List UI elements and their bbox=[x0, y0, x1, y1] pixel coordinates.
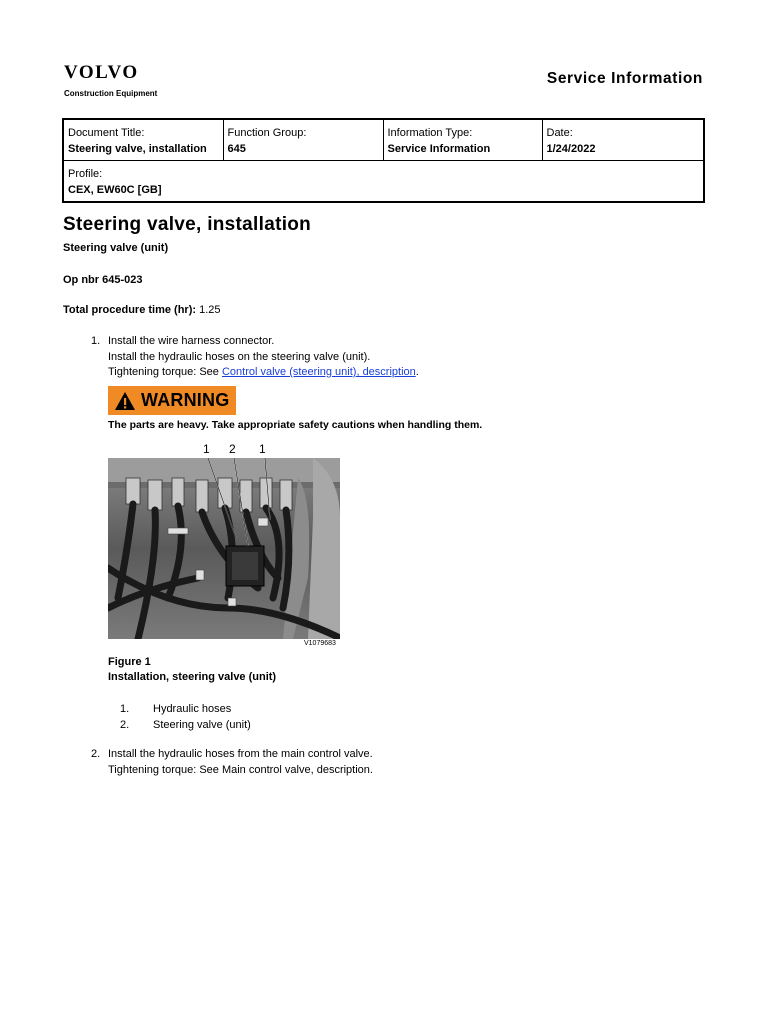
step-2-line-1: Install the hydraulic hoses from the main control valve. bbox=[108, 748, 373, 760]
meta-profile: Profile: CEX, EW60C [GB] bbox=[63, 161, 704, 203]
step-1-line-1: Install the wire harness connector. bbox=[108, 335, 275, 347]
header-title: Service Information bbox=[546, 70, 703, 87]
brand-name: VOLVO bbox=[64, 62, 139, 83]
volvo-logo bbox=[64, 63, 157, 98]
callout-2: 2 bbox=[229, 442, 236, 456]
document-meta-table bbox=[62, 118, 705, 203]
figure-label: Figure 1 bbox=[108, 656, 151, 668]
callout-1-right: 1 bbox=[259, 442, 266, 456]
page-subtitle: Steering valve (unit) bbox=[63, 242, 169, 254]
warning-message: The parts are heavy. Take appropriate safety cautions when handling them. bbox=[108, 419, 483, 431]
operation-number: Op nbr 645-023 bbox=[63, 274, 143, 286]
meta-document-title: Document Title: Steering valve, installation bbox=[63, 119, 223, 161]
step-2: 2. Install the hydraulic hoses from the main control valve. Tightening torque: See Main control valve, description. bbox=[108, 747, 373, 778]
figure-caption: Installation, steering valve (unit) bbox=[108, 671, 277, 683]
step-1-line-2: Install the hydraulic hoses on the steering valve (unit). bbox=[108, 350, 371, 363]
figure-callouts bbox=[108, 442, 340, 458]
step-2-line-2: Tightening torque: See Main control valve, description. bbox=[108, 763, 373, 776]
meta-date: Date: 1/24/2022 bbox=[542, 119, 704, 161]
warning-triangle-icon bbox=[114, 391, 136, 411]
brand-subtitle: Construction Equipment bbox=[64, 89, 158, 98]
page-title: Steering valve, installation bbox=[63, 214, 312, 235]
step-1: 1. Install the wire harness connector. Install the hydraulic hoses on the steering valve (unit). Tightening torque: See Control valve (steering unit), description. bbox=[108, 334, 419, 381]
warning-banner bbox=[108, 386, 236, 415]
steering-valve-photo bbox=[108, 458, 340, 639]
meta-function-group: Function Group: 645 bbox=[223, 119, 383, 161]
meta-information-type: Information Type: Service Information bbox=[383, 119, 542, 161]
step-1-line-3: Tightening torque: See Control valve (steering unit), description. bbox=[108, 366, 419, 378]
figure-code: V1079683 bbox=[304, 640, 336, 647]
procedure-time: Total procedure time (hr): 1.25 bbox=[63, 304, 221, 316]
callout-1-left: 1 bbox=[203, 442, 210, 456]
warning-label: WARNING bbox=[141, 390, 230, 410]
control-valve-description-link[interactable]: Control valve (steering unit), description bbox=[221, 366, 416, 378]
